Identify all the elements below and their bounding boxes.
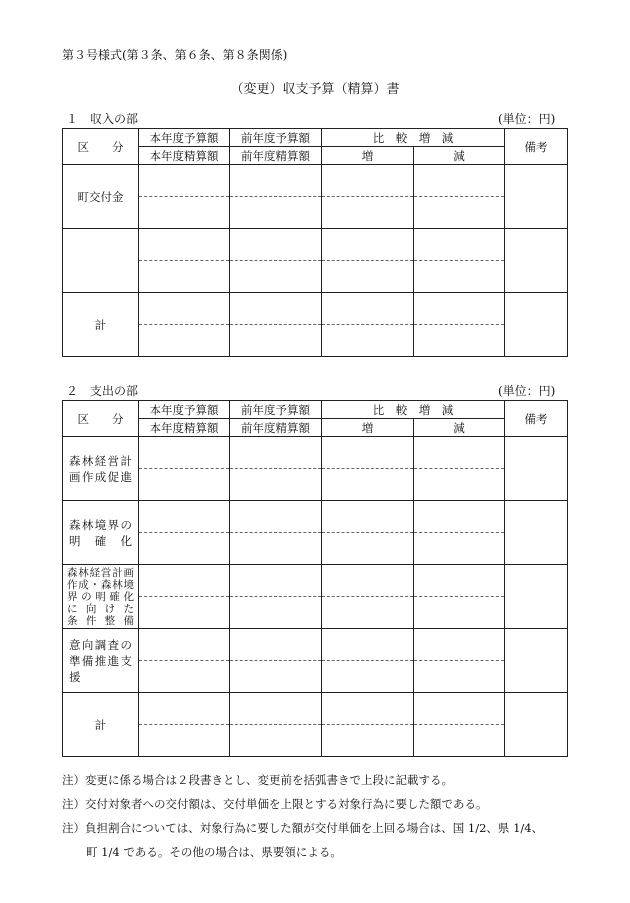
row-label: 森林経営計 画作成促進 [63, 437, 139, 501]
increase-header: 増 [322, 147, 414, 165]
remarks-cell[interactable] [505, 293, 568, 357]
cell[interactable] [414, 437, 505, 501]
row-label: 森林境界の 明 確 化 [63, 501, 139, 565]
cell[interactable] [322, 629, 414, 693]
cell[interactable] [230, 629, 322, 693]
remarks-header: 備考 [505, 401, 568, 437]
decrease-header: 減 [414, 147, 505, 165]
cell[interactable] [230, 693, 322, 757]
income-table [62, 128, 568, 357]
page-title: （変更）収支予算（精算）書 [230, 82, 400, 97]
cell[interactable] [139, 229, 230, 293]
last-year-budget-header: 前年度予算額 [230, 401, 322, 419]
this-year-settled-header: 本年度精算額 [139, 419, 230, 437]
row-label: 町交付金 [63, 165, 139, 229]
cell[interactable] [414, 693, 505, 757]
remarks-cell[interactable] [505, 693, 568, 757]
income-heading: １ 収入の部 [66, 112, 139, 126]
remarks-header: 備考 [505, 129, 568, 165]
row-label-total: 計 [63, 293, 139, 357]
this-year-settled-header: 本年度精算額 [139, 147, 230, 165]
remarks-cell[interactable] [505, 565, 568, 629]
row-label [63, 229, 139, 293]
cell[interactable] [414, 629, 505, 693]
cell[interactable] [322, 693, 414, 757]
increase-header: 増 [322, 419, 414, 437]
last-year-settled-header: 前年度精算額 [230, 419, 322, 437]
cell[interactable] [414, 229, 505, 293]
kubun-header: 区 分 [63, 129, 139, 165]
remarks-cell[interactable] [505, 437, 568, 501]
this-year-budget-header: 本年度予算額 [139, 129, 230, 147]
cell[interactable] [230, 165, 322, 229]
cell[interactable] [230, 229, 322, 293]
last-year-settled-header: 前年度精算額 [230, 147, 322, 165]
cell[interactable] [139, 565, 230, 629]
note-1: 注）変更に係る場合は２段書きとし、変更前を括弧書きで上段に記載する。 [62, 773, 453, 787]
expense-unit: (単位：円) [498, 384, 556, 398]
cell[interactable] [230, 565, 322, 629]
cell[interactable] [230, 437, 322, 501]
remarks-cell[interactable] [505, 229, 568, 293]
this-year-budget-header: 本年度予算額 [139, 401, 230, 419]
cell[interactable] [414, 165, 505, 229]
decrease-header: 減 [414, 419, 505, 437]
row-label: 意向調査の 準備推進支援 [63, 629, 139, 693]
remarks-cell[interactable] [505, 501, 568, 565]
cell[interactable] [322, 437, 414, 501]
income-unit: (単位：円) [498, 112, 556, 126]
compare-header: 比 較 増 減 [322, 401, 505, 419]
cell[interactable] [139, 693, 230, 757]
cell[interactable] [230, 293, 322, 357]
cell[interactable] [322, 293, 414, 357]
note-3: 注）負担割合については、対象行為に要した額が交付単価を上回る場合は、国 1/2、県 1/4、 [62, 821, 544, 835]
cell[interactable] [414, 501, 505, 565]
cell[interactable] [322, 565, 414, 629]
cell[interactable] [230, 501, 322, 565]
row-label-total: 計 [63, 693, 139, 757]
cell[interactable] [139, 293, 230, 357]
remarks-cell[interactable] [505, 629, 568, 693]
cell[interactable] [322, 229, 414, 293]
form-number: 第３号様式(第３条、第６条、第８条関係) [62, 48, 288, 62]
cell[interactable] [414, 565, 505, 629]
cell[interactable] [139, 437, 230, 501]
cell[interactable] [322, 501, 414, 565]
row-label: 森林経営計画 作成・森林境 界の明確化 に 向 け た 条件整備 [63, 565, 139, 629]
expense-heading: ２ 支出の部 [66, 384, 139, 398]
cell[interactable] [322, 165, 414, 229]
kubun-header: 区 分 [63, 401, 139, 437]
cell[interactable] [139, 501, 230, 565]
note-2: 注）交付対象者への交付額は、交付単価を上限とする対象行為に要した額である。 [62, 797, 488, 811]
cell[interactable] [139, 165, 230, 229]
cell[interactable] [414, 293, 505, 357]
note-3-cont: 町 1/4 である。その他の場合は、県要領による。 [86, 845, 342, 859]
remarks-cell[interactable] [505, 165, 568, 229]
cell[interactable] [139, 629, 230, 693]
expense-table [62, 400, 568, 757]
compare-header: 比 較 増 減 [322, 129, 505, 147]
last-year-budget-header: 前年度予算額 [230, 129, 322, 147]
